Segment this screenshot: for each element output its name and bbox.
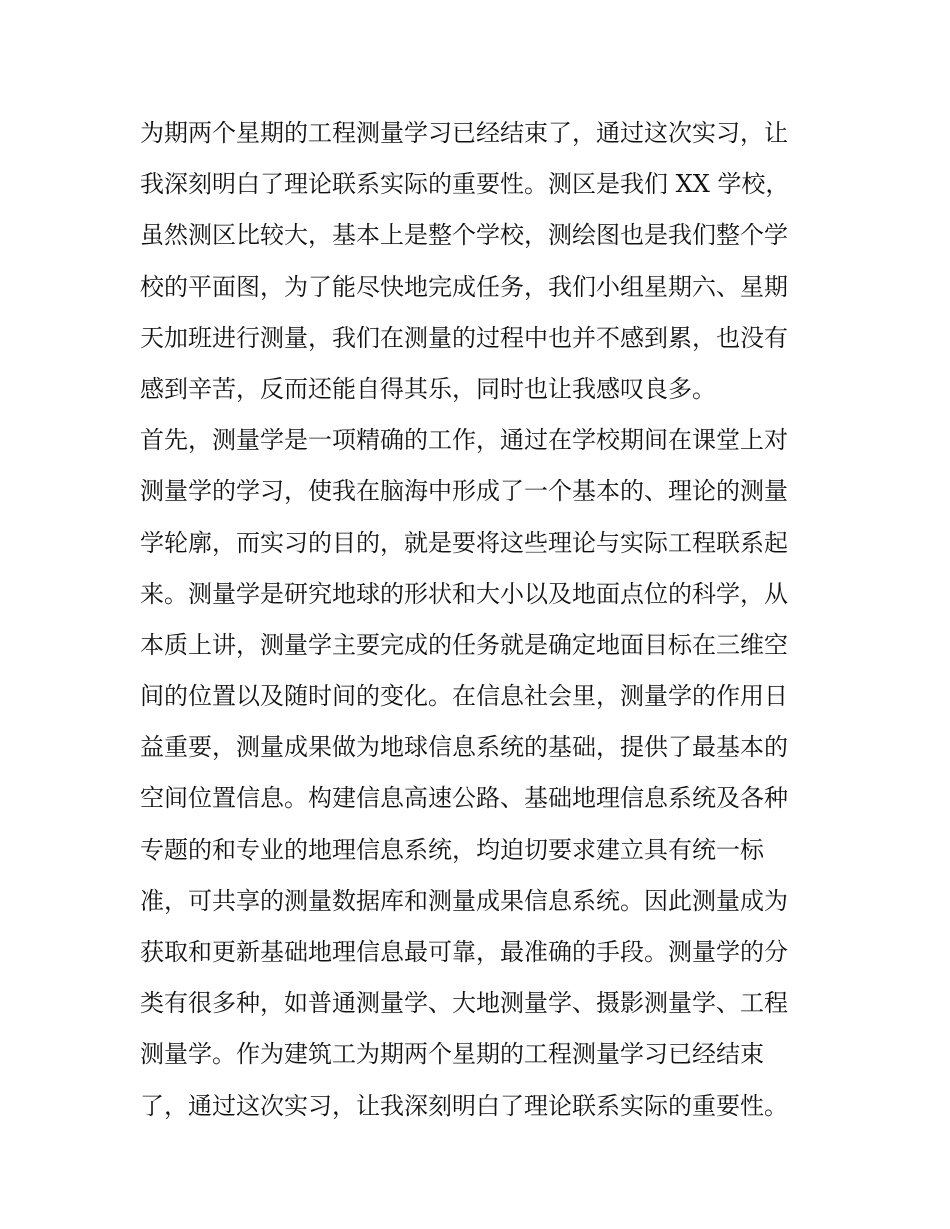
- text-line: 来。测量学是研究地球的形状和大小以及地面点位的科学，从: [140, 579, 788, 608]
- text-line: 测量学的学习，使我在脑海中形成了一个基本的、理论的测量: [140, 477, 788, 506]
- text-line: 天加班进行测量，我们在测量的过程中也并不感到累，也没有: [140, 323, 788, 352]
- text-line: 间的位置以及随时间的变化。在信息社会里，测量学的作用日: [140, 682, 788, 711]
- text-line: 空间位置信息。构建信息高速公路、基础地理信息系统及各种: [140, 784, 788, 813]
- text-line: 专题的和专业的地理信息系统，均迫切要求建立具有统一标: [140, 835, 764, 864]
- text-line: 测量学。作为建筑工为期两个星期的工程测量学习已经结束: [140, 1040, 764, 1069]
- text-line: 了，通过这次实习，让我深刻明白了理论联系实际的重要性。: [140, 1091, 788, 1120]
- text-line: 感到辛苦，反而还能自得其乐，同时也让我感叹良多。: [140, 374, 716, 403]
- text-line: 准，可共享的测量数据库和测量成果信息系统。因此测量成为: [140, 886, 788, 915]
- text-line: 校的平面图，为了能尽快地完成任务，我们小组星期六、星期: [140, 272, 788, 301]
- text-line: 虽然测区比较大，基本上是整个学校，测绘图也是我们整个学: [140, 221, 788, 250]
- text-line: 益重要，测量成果做为地球信息系统的基础，提供了最基本的: [140, 733, 788, 762]
- text-line: 获取和更新基础地理信息最可靠，最准确的手段。测量学的分: [140, 938, 788, 966]
- text-line: 我深刻明白了理论联系实际的重要性。测区是我们 XX 学校，: [140, 170, 790, 199]
- text-line: 类有很多种，如普通测量学、大地测量学、摄影测量学、工程: [140, 989, 788, 1018]
- text-line: 首先，测量学是一项精确的工作，通过在学校期间在课堂上对: [140, 426, 788, 455]
- body-text: [140, 108, 820, 1132]
- text-line: 本质上讲，测量学主要完成的任务就是确定地面目标在三维空: [140, 630, 788, 659]
- text-line: 学轮廓，而实习的目的，就是要将这些理论与实际工程联系起: [140, 528, 788, 557]
- text-line: 为期两个星期的工程测量学习已经结束了，通过这次实习，让: [140, 119, 788, 147]
